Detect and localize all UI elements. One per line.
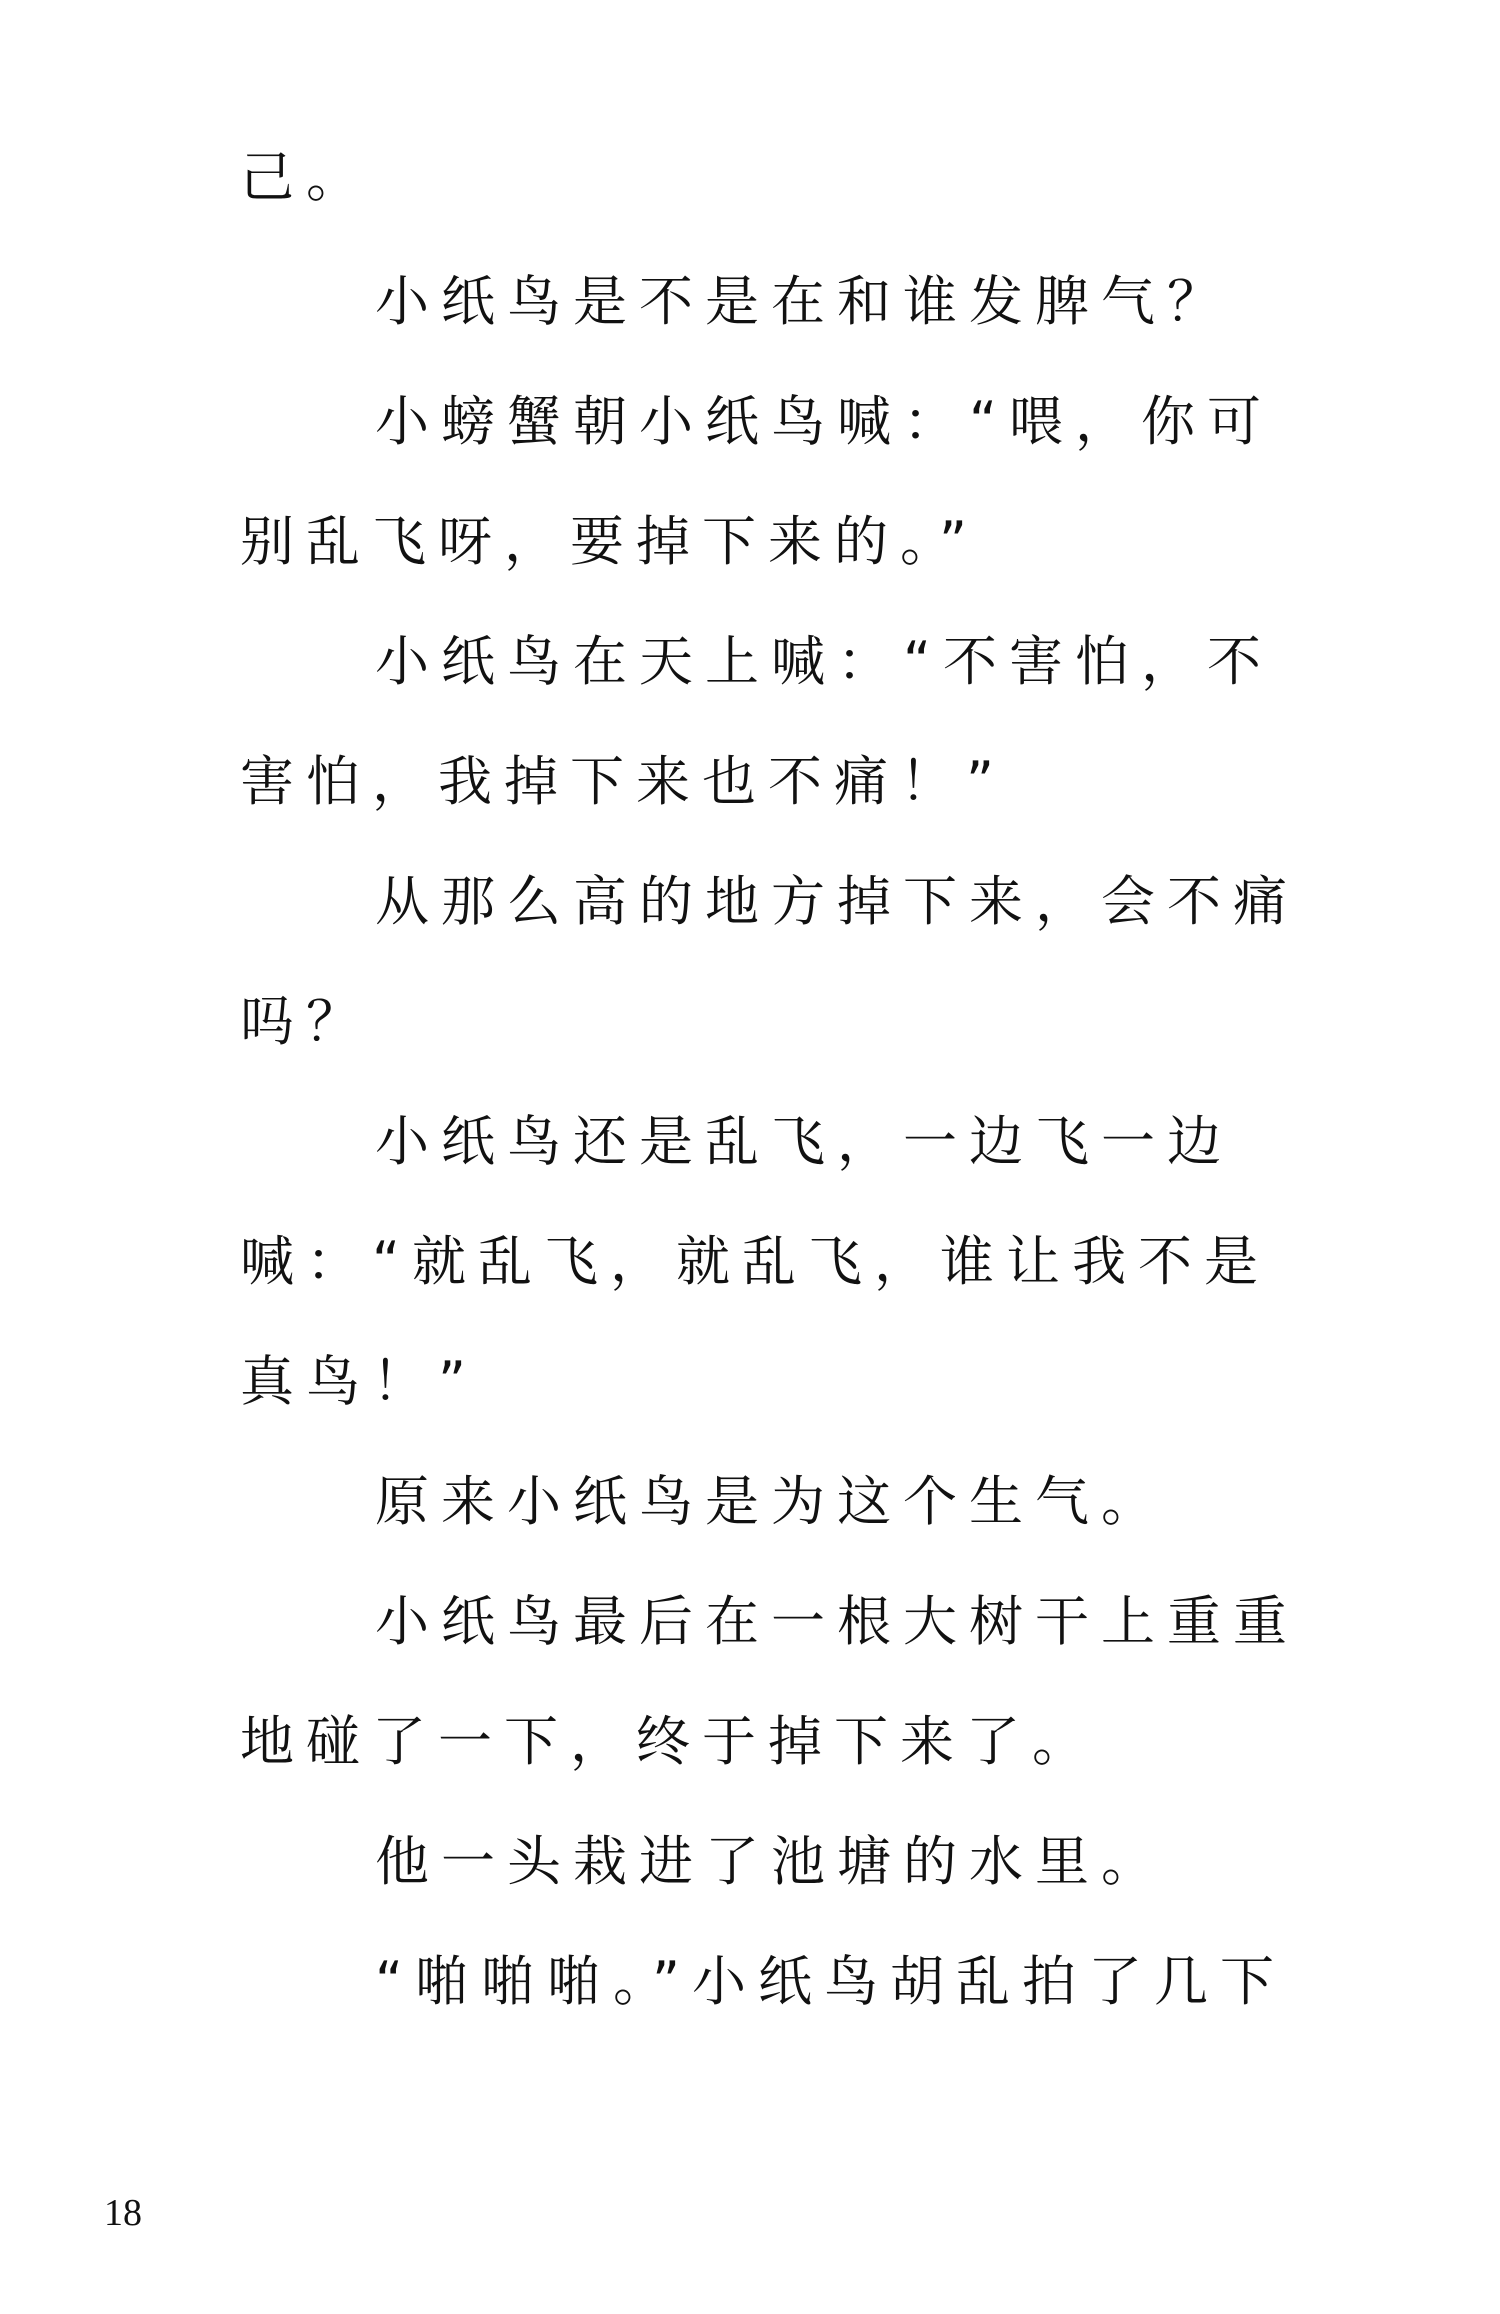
text-line-12: 原来小纸鸟是为这个生气。: [375, 1470, 1167, 1533]
text-line-1: 己。: [240, 146, 372, 209]
text-line-16: “啪啪啪。”小纸鸟胡乱拍了几下: [375, 1950, 1286, 2013]
text-line-2: 小纸鸟是不是在和谁发脾气？: [375, 270, 1233, 333]
text-line-4: 别乱飞呀，要掉下来的。”: [240, 510, 979, 573]
text-line-10: 喊：“就乱飞，就乱飞，谁让我不是: [240, 1230, 1270, 1293]
text-line-3: 小螃蟹朝小纸鸟喊：“喂，你可: [375, 390, 1273, 453]
text-line-9: 小纸鸟还是乱飞，一边飞一边: [375, 1110, 1233, 1173]
text-line-11: 真鸟！”: [240, 1350, 478, 1413]
text-line-5: 小纸鸟在天上喊：“不害怕，不: [375, 630, 1273, 693]
page-number: 18: [104, 2192, 142, 2234]
text-line-14: 地碰了一下，终于掉下来了。: [240, 1710, 1098, 1773]
text-line-6: 害怕，我掉下来也不痛！”: [240, 750, 1006, 813]
text-line-15: 他一头栽进了池塘的水里。: [375, 1830, 1167, 1893]
text-line-13: 小纸鸟最后在一根大树干上重重: [375, 1590, 1299, 1653]
text-line-8: 吗？: [240, 990, 372, 1053]
text-line-7: 从那么高的地方掉下来，会不痛: [375, 870, 1299, 933]
